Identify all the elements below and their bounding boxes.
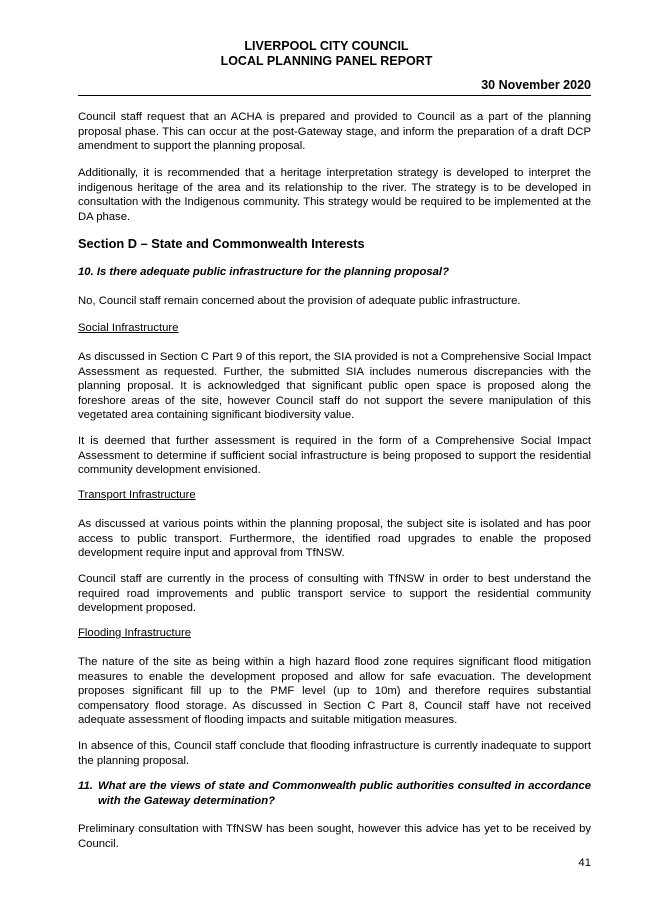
subheading-social-infrastructure: Social Infrastructure: [78, 322, 179, 334]
paragraph-heritage-strategy: Additionally, it is recommended that a heritage interpretation strategy is developed to interpret the indigenous heritage of the area and its relationship to the river. The strategy is to be developed in consultation with the Indigenous community. This strategy would be required to be implemented at the DA phase.: [78, 167, 591, 223]
page-number: 41: [578, 857, 591, 869]
header-date: 30 November 2020: [481, 78, 591, 92]
paragraph-infrastructure-concern: No, Council staff remain concerned about the provision of adequate public infrastructure.: [78, 295, 521, 307]
paragraph-acha: Council staff request that an ACHA is prepared and provided to Council as a part of the planning proposal phase. This can occur at the post-Gateway stage, and inform the preparation of a draft DCP amendment to support the planning proposal.: [78, 111, 591, 153]
question-11: [78, 779, 591, 809]
question-11-number: 11.: [78, 780, 93, 792]
section-heading-d: Section D – State and Commonwealth Interests: [78, 236, 365, 251]
paragraph-further-assessment: It is deemed that further assessment is required in the form of a Comprehensive Social Impact Assessment to determine if sufficient social infrastructure is being proposed to support the residential community development envisioned.: [78, 435, 591, 477]
paragraph-flood-mitigation: The nature of the site as being within a high hazard flood zone requires significant flood mitigation measures to enable the development proposed and allow for safe evacuation. The development proposes significant fill up to the PMF level (up to 10m) and therefore requires substantial compensatory flood storage. As discussed in Section C Part 8, Council staff have not received adequate assessment of flooding impacts and suitable mitigation measures.: [78, 656, 591, 727]
question-10: 10. Is there adequate public infrastructure for the planning proposal?: [78, 266, 449, 278]
paragraph-flood-conclusion: In absence of this, Council staff conclude that flooding infrastructure is currently inadequate to support the planning proposal.: [78, 740, 591, 767]
question-11-text: What are the views of state and Commonwealth public authorities consulted in accordance with the Gateway determination?: [98, 780, 591, 807]
paragraph-sia: As discussed in Section C Part 9 of this report, the SIA provided is not a Comprehensive Social Impact Assessment as requested. Further, the submitted SIA includes numerous discrepancies with the planning proposal. It is acknowledged that significant public open space is proposed along the foreshore areas of the site, however Council staff do not support the severe manipulation of this vegetated area containing significant biodiversity value.: [78, 351, 591, 422]
subheading-transport-infrastructure: Transport Infrastructure: [78, 489, 196, 501]
header-divider: [78, 95, 591, 96]
subheading-flooding-infrastructure: Flooding Infrastructure: [78, 627, 192, 639]
paragraph-tfnsw-consultation: Council staff are currently in the process of consulting with TfNSW in order to best understand the required road improvements and public transport service to support the residential community development proposed.: [78, 573, 591, 615]
header-report-title: LOCAL PLANNING PANEL REPORT: [220, 54, 433, 68]
header-org: LIVERPOOL CITY COUNCIL: [244, 39, 409, 53]
paragraph-preliminary-consultation: Preliminary consultation with TfNSW has been sought, however this advice has yet to be received by Council.: [78, 823, 591, 850]
paragraph-transport-access: As discussed at various points within the planning proposal, the subject site is isolated and has poor access to public transport. Furthermore, the identified road upgrades to enable the proposed development require input and approval from TfNSW.: [78, 518, 591, 560]
